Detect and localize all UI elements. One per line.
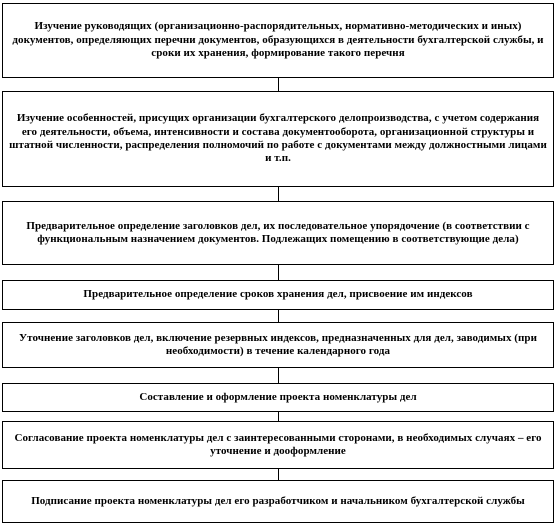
step-4-text: Предварительное определение сроков хранения дел, присвоение им индексов [83, 288, 473, 301]
step-6-box [2, 383, 554, 412]
step-8-text: Подписание проекта номенклатуры дел его разработчиком и начальником бухгалтерской службы [31, 494, 525, 507]
connector-3-4 [278, 265, 279, 280]
step-3-text: Предварительное определение заголовков дел, их последовательное упорядочение (в соответствии с функциональным назначением документов. Подлежащих помещению в соответствующие дела) [26, 219, 530, 245]
step-7-text: Согласование проекта номенклатуры дел с заинтересованными сторонами, в необходимых случаях – его уточнение и дооформление [14, 431, 542, 457]
step-4-box [2, 280, 554, 310]
connector-7-8 [278, 469, 279, 480]
step-5-box [2, 322, 554, 368]
step-2-text: Изучение особенностей, присущих организации бухгалтерского делопроизводства, с учетом содержания его деятельности, объема, интенсивности и состава документооборота, организационной структуры и штатной численности, распределения полномочий по работе с документами между должностными лицами и т.п. [9, 112, 547, 165]
connector-6-7 [278, 412, 279, 421]
step-1-text: Изучение руководящих (организационно-распорядительных, нормативно-методических и иных) документов, определяющих перечни документов, образующихся в деятельности бухгалтерской службы, и сроки их хранения, формирование такого перечня [12, 20, 544, 60]
step-5-text: Уточнение заголовков дел, включение резервных индексов, предназначенных для дел, заводимых (при необходимости) в течение календарного года [19, 331, 537, 357]
step-3-box [2, 201, 554, 265]
step-2-box [2, 91, 554, 187]
connector-1-2 [278, 78, 279, 91]
step-6-text: Составление и оформление проекта номенклатуры дел [139, 390, 417, 403]
connector-2-3 [278, 187, 279, 201]
connector-4-5 [278, 310, 279, 322]
step-7-box [2, 421, 554, 469]
connector-5-6 [278, 368, 279, 383]
step-1-box [2, 3, 554, 78]
step-8-box [2, 480, 554, 523]
